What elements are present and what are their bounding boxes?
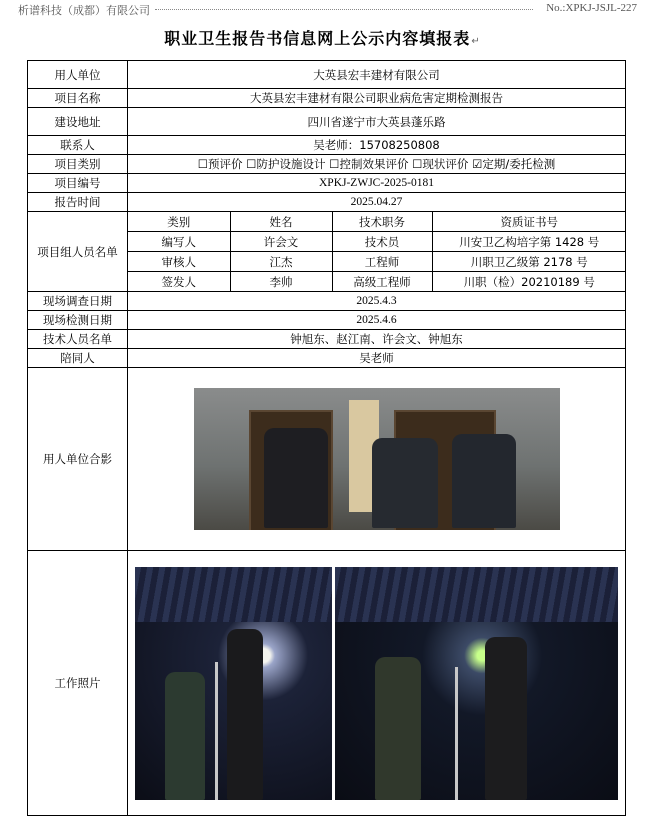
photo-person [485,637,527,800]
team-role: 编写人 [128,232,230,252]
label-employer: 用人单位 [28,61,128,89]
team-row-author [128,232,626,252]
group-photo-cell [128,368,626,551]
team-header-name: 姓名 [230,212,332,232]
row-escort [28,349,626,368]
team-job-title: 技术员 [332,232,432,252]
label-address: 建设地址 [28,108,128,136]
team-row-reviewer [128,252,626,272]
photo-person [452,434,516,528]
photo-tripod [215,662,218,800]
row-test-date [28,311,626,330]
photo-person [165,672,205,800]
label-project-type: 项目类别 [28,155,128,174]
team-job-title: 工程师 [332,252,432,272]
disclosure-form-table [27,60,626,816]
company-name: 析谱科技（成都）有限公司 [18,4,150,17]
team-person: 许会文 [230,232,332,252]
work-photo-1 [135,567,332,800]
photo-person [227,629,263,800]
team-person: 李帅 [230,272,332,292]
row-contact [28,136,626,155]
photo-tripod [455,667,458,800]
value-escort: 吴老师 [128,349,626,368]
team-role: 审核人 [128,252,230,272]
value-employer: 大英县宏丰建材有限公司 [128,61,626,89]
header-dotted-line [155,9,533,10]
photo-person [375,657,421,800]
label-report-date: 报告时间 [28,193,128,212]
team-table [128,212,626,291]
work-photo-2 [335,567,618,800]
label-escort: 陪同人 [28,349,128,368]
photo-roof [135,567,332,622]
label-team: 项目组人员名单 [28,212,128,292]
team-header-row [128,212,626,232]
team-header-cert: 资质证书号 [432,212,626,232]
row-team [28,212,626,292]
row-group-photo [28,368,626,551]
value-project-name: 大英县宏丰建材有限公司职业病危害定期检测报告 [128,89,626,108]
title-text: 职业卫生报告书信息网上公示内容填报表 [164,29,471,48]
row-address [28,108,626,136]
label-work-photos: 工作照片 [28,551,128,816]
row-project-name [28,89,626,108]
photo-roof [335,567,618,622]
row-work-photos [28,551,626,816]
team-header-category: 类别 [128,212,230,232]
team-person: 江杰 [230,252,332,272]
row-project-type [28,155,626,174]
value-report-date: 2025.04.27 [128,193,626,212]
label-group-photo: 用人单位合影 [28,368,128,551]
team-cert-no: 川职（检）20210189 号 [432,272,626,292]
row-employer [28,61,626,89]
work-photos-cell [128,551,626,816]
label-survey-date: 现场调查日期 [28,292,128,311]
page-header [0,0,645,18]
value-contact: 吴老师：15708250808 [128,136,626,155]
row-project-no [28,174,626,193]
team-cert-no: 川职卫乙级第 2178 号 [432,252,626,272]
row-survey-date [28,292,626,311]
value-project-type: ☐预评价 ☐防护设施设计 ☐控制效果评价 ☐现状评价 ☑定期/委托检测 [128,155,626,174]
team-cert-no: 川安卫乙构培字第 1428 号 [432,232,626,252]
team-job-title: 高级工程师 [332,272,432,292]
team-cell [128,212,626,292]
value-technicians: 钟旭东、赵江南、许会文、钟旭东 [128,330,626,349]
row-technicians [28,330,626,349]
label-contact: 联系人 [28,136,128,155]
value-project-no: XPKJ-ZWJC-2025-0181 [128,174,626,193]
label-test-date: 现场检测日期 [28,311,128,330]
row-report-date [28,193,626,212]
label-technicians: 技术人员名单 [28,330,128,349]
value-test-date: 2025.4.6 [128,311,626,330]
value-address: 四川省遂宁市大英县蓬乐路 [128,108,626,136]
document-title [0,26,645,49]
team-role: 签发人 [128,272,230,292]
value-survey-date: 2025.4.3 [128,292,626,311]
document-number: No.:XPKJ-JSJL-227 [546,2,637,14]
team-header-title: 技术职务 [332,212,432,232]
photo-person [264,428,328,528]
team-row-issuer [128,272,626,292]
group-photo-image [194,388,560,530]
photo-person [372,438,438,528]
paragraph-mark-icon: ↵ [471,36,481,47]
label-project-name: 项目名称 [28,89,128,108]
label-project-no: 项目编号 [28,174,128,193]
